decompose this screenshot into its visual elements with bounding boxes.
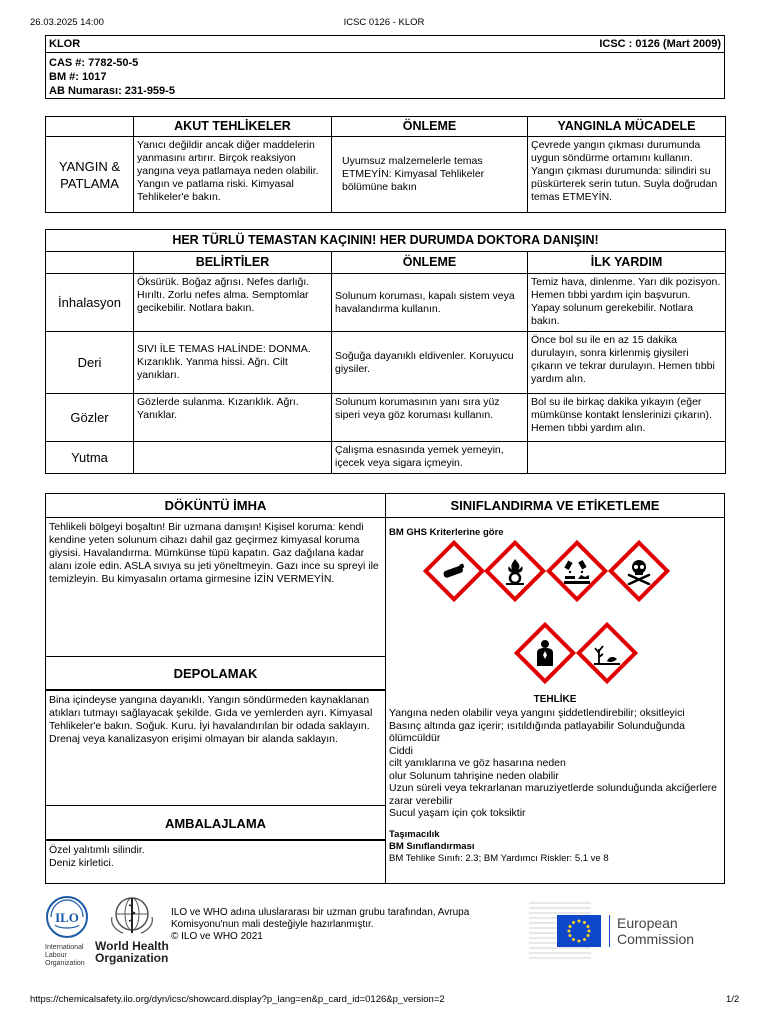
ingestion-first-aid: [528, 442, 726, 474]
packaging-title: AMBALAJLAMA: [46, 805, 385, 840]
storage-title: DEPOLAMAK: [46, 656, 385, 690]
svg-text:ILO: ILO: [55, 910, 79, 925]
skin-first-aid: Önce bol su ile en az 15 dakika durulayın, sonra kirlenmiş giysileri çıkarın ve tekrar durulayın. Hemen tıbbi yardım alın.: [528, 332, 726, 394]
right-column: [386, 494, 724, 883]
health-hazard-icon: [514, 622, 576, 684]
copyright-text: © ILO ve WHO 2021: [171, 931, 263, 942]
packaging-line: Özel yalıtımlı silindir.: [49, 844, 145, 856]
flame-over-circle-icon: [484, 540, 546, 602]
header-firefighting: YANGINLA MÜCADELE: [528, 117, 726, 137]
skin-prevention: Soğuğa dayanıklı eldivenler. Koruyucu giysiler.: [332, 332, 528, 394]
inhalation-symptoms: Öksürük. Boğaz ağrısı. Nefes darlığı. Hırıltı. Zorlu nefes alma. Semptomlar gecikebilir. Notlara bakın.: [134, 274, 332, 332]
hazard-statement: Sucul yaşam için çok toksiktir: [389, 807, 526, 819]
hazard-statement: olur Solunum tahrişine neden olabilir: [389, 769, 559, 782]
exposure-section: [45, 229, 725, 474]
icsc-number: ICSC : 0126 (Mart 2009): [599, 38, 721, 50]
gas-cylinder-icon: [423, 540, 485, 602]
packaging-line: Deniz kirletici.: [49, 857, 114, 869]
cas-number: CAS #: 7782-50-5: [49, 57, 139, 69]
ilo-emblem-icon: [45, 895, 89, 939]
ilo-text-line: Organization: [45, 960, 85, 967]
skull-crossbones-icon: [608, 540, 670, 602]
transport-title: Taşımacılık: [389, 828, 440, 840]
eyes-prevention: Solunum korumasının yanı sıra yüz siperi veya göz koruması kullanın.: [332, 394, 528, 442]
un-number: BM #: 1017: [49, 71, 107, 83]
who-emblem-icon: [107, 895, 157, 937]
un-class-text: BM Tehlike Sınıfı: 2.3; BM Yardımcı Riskler: 5.1 ve 8: [389, 852, 609, 864]
environment-icon: [576, 622, 638, 684]
classification-title: SINIFLANDIRMA VE ETİKETLEME: [386, 494, 724, 518]
corrosion-icon: [546, 540, 608, 602]
hazard-statement: Uzun süreli veya tekrarlanan maruziyetlerde solunduğunda akciğerlere zarar verebilir: [389, 782, 718, 807]
fire-acute-text: Yanıcı değildir ancak diğer maddelerin yanmasını artırır. Birçok reaksiyon yangına veya patlamaya neden olabilir. Yangın ve patlama riski. Kimyasal Tehlikeler'e bakın.: [134, 137, 332, 213]
page-number: 1/2: [726, 994, 740, 1005]
bottom-sections: [45, 493, 725, 884]
fire-hazards-section: [45, 116, 725, 213]
empty-corner-2: [46, 252, 134, 274]
credit-text: ILO ve WHO adına uluslararası bir uzman grubu tarafından, Avrupa Komisyonu'nun mali desteğiyle hazırlanmıştır.: [171, 907, 470, 930]
header-exposure-prevention: ÖNLEME: [332, 252, 528, 274]
header-first-aid: İLK YARDIM: [528, 252, 726, 274]
ingestion-symptoms: [134, 442, 332, 474]
eu-flag-icon: [557, 915, 601, 947]
ilo-logo: [45, 895, 93, 968]
ec-number: AB Numarası: 231-959-5: [49, 85, 175, 97]
inhalation-first-aid: Temiz hava, dinlenme. Yarı dik pozisyon. Hemen tıbbi yardım için başvurun. Yapay solunum gerekebilir. Notlara bakın.: [528, 274, 726, 332]
print-url[interactable]: https://chemicalsafety.ilo.org/dyn/icsc/showcard.display?p_lang=en&p_card_id=0126&p_version=2: [30, 994, 445, 1005]
identity-box: [45, 35, 725, 99]
ilo-text-line: Labour: [45, 952, 67, 959]
eyes-first-aid: Bol su ile birkaç dakika yıkayın (eğer mümkünse kontakt lenslerinizi çıkarın). Hemen tıbbi yardım alın.: [528, 394, 726, 442]
exposure-banner: HER TÜRLÜ TEMASTAN KAÇININ! HER DURUMDA DOKTORA DANIŞIN!: [46, 230, 726, 252]
ingestion-prevention: Çalışma esnasında yemek yemeyin, içecek veya sigara içmeyin.: [332, 442, 528, 474]
un-class-title: BM Sınıflandırması: [389, 840, 475, 852]
header-prevention: ÖNLEME: [332, 117, 528, 137]
eyes-symptoms: Gözlerde sulanma. Kızarıklık. Ağrı. Yanıklar.: [134, 394, 332, 442]
ghs-pictograms: [386, 538, 724, 686]
route-skin: Deri: [46, 332, 134, 394]
inhalation-prevention: Solunum koruması, kapalı sistem veya havalandırma kullanın.: [332, 274, 528, 332]
ghs-label: BM GHS Kriterlerine göre: [389, 527, 504, 538]
hazard-statement: cilt yanıklarına ve göz hasarına neden: [389, 757, 566, 769]
storage-text: Bina içindeyse yangına dayanıklı. Yangın söndürmeden kaynaklanan atıkları tutmayı sağlayacak şekilde. Gıda ve yemlerden ayrı. Kimyasal Tehlikeler'e bakın. Soğuk. Kuru. İyi havalandırılan bir odada saklayın. Drenaj veya kanalizasyon erişimi olmayan bir alanda saklayın.: [46, 690, 385, 805]
chemical-name: KLOR: [49, 38, 81, 50]
hazard-statement: Basınç altında gaz içerir; ısıtıldığında patlayabilir Solunduğunda ölümcüldür: [389, 719, 685, 744]
who-name-line2: Organization: [95, 951, 169, 965]
spill-title: DÖKÜNTÜ İMHA: [46, 494, 385, 518]
print-datetime: 26.03.2025 14:00: [30, 17, 104, 28]
ilo-text-line: International: [45, 944, 84, 951]
empty-corner: [46, 117, 134, 137]
header-acute-hazards: AKUT TEHLİKELER: [134, 117, 332, 137]
ec-name: [617, 915, 694, 947]
hazard-statement: Ciddi: [389, 744, 413, 757]
row-fire-explosion: YANGIN & PATLAMA: [46, 137, 134, 213]
packaging-text: [46, 840, 385, 873]
ec-name-line1: European: [617, 915, 678, 931]
footer-logos: [45, 893, 725, 973]
transport-block: [386, 822, 724, 865]
who-logo: [95, 895, 175, 964]
european-commission-logo: [529, 901, 725, 963]
hazard-statements: [386, 705, 724, 822]
print-title: ICSC 0126 - KLOR: [343, 17, 425, 28]
left-column: [46, 494, 386, 883]
fire-prevention-text: Uyumsuz malzemelerle temas ETMEYİN: Kimyasal Tehlikeler bölümüne bakın: [332, 137, 528, 213]
hazard-statement: Yangına neden olabilir veya yangını şiddetlendirebilir; oksitleyici: [389, 707, 685, 719]
route-eyes: Gözler: [46, 394, 134, 442]
spill-text: Tehlikeli bölgeyi boşaltın! Bir uzmana danışın! Kişisel koruma: kendi kendine yeten solunum cihazı dahil gaz geçirmez kimyasal koruma giysisi. Havalandırma. Mümkünse tüpü kapatın. Gaz dağılana kadar alanı izole edin. ASLA sıvıya su jeti yöneltmeyin. Gazı ince su spreyi ile temizleyin. Bu kimyasalın ortama girmesine İZİN VERMEYİN.: [49, 521, 379, 585]
signal-word: TEHLİKE: [533, 694, 577, 705]
footer-credit: [171, 907, 476, 943]
skin-symptoms: SIVI İLE TEMAS HALİNDE: DONMA. Kızarıklık. Yanma hissi. Ağrı. Cilt yanıkları.: [134, 332, 332, 394]
who-name-line1: World Health: [95, 939, 169, 953]
firefighting-text: Çevrede yangın çıkması durumunda uygun söndürme ortamını kullanın. Yangın çıkması durumunda: silindiri su püskürterek serin tutun. Suyla doğrudan temas ETMEYİN.: [528, 137, 726, 213]
route-inhalation: İnhalasyon: [46, 274, 134, 332]
header-symptoms: BELİRTİLER: [134, 252, 332, 274]
route-ingestion: Yutma: [46, 442, 134, 474]
ec-name-line2: Commission: [617, 931, 695, 947]
